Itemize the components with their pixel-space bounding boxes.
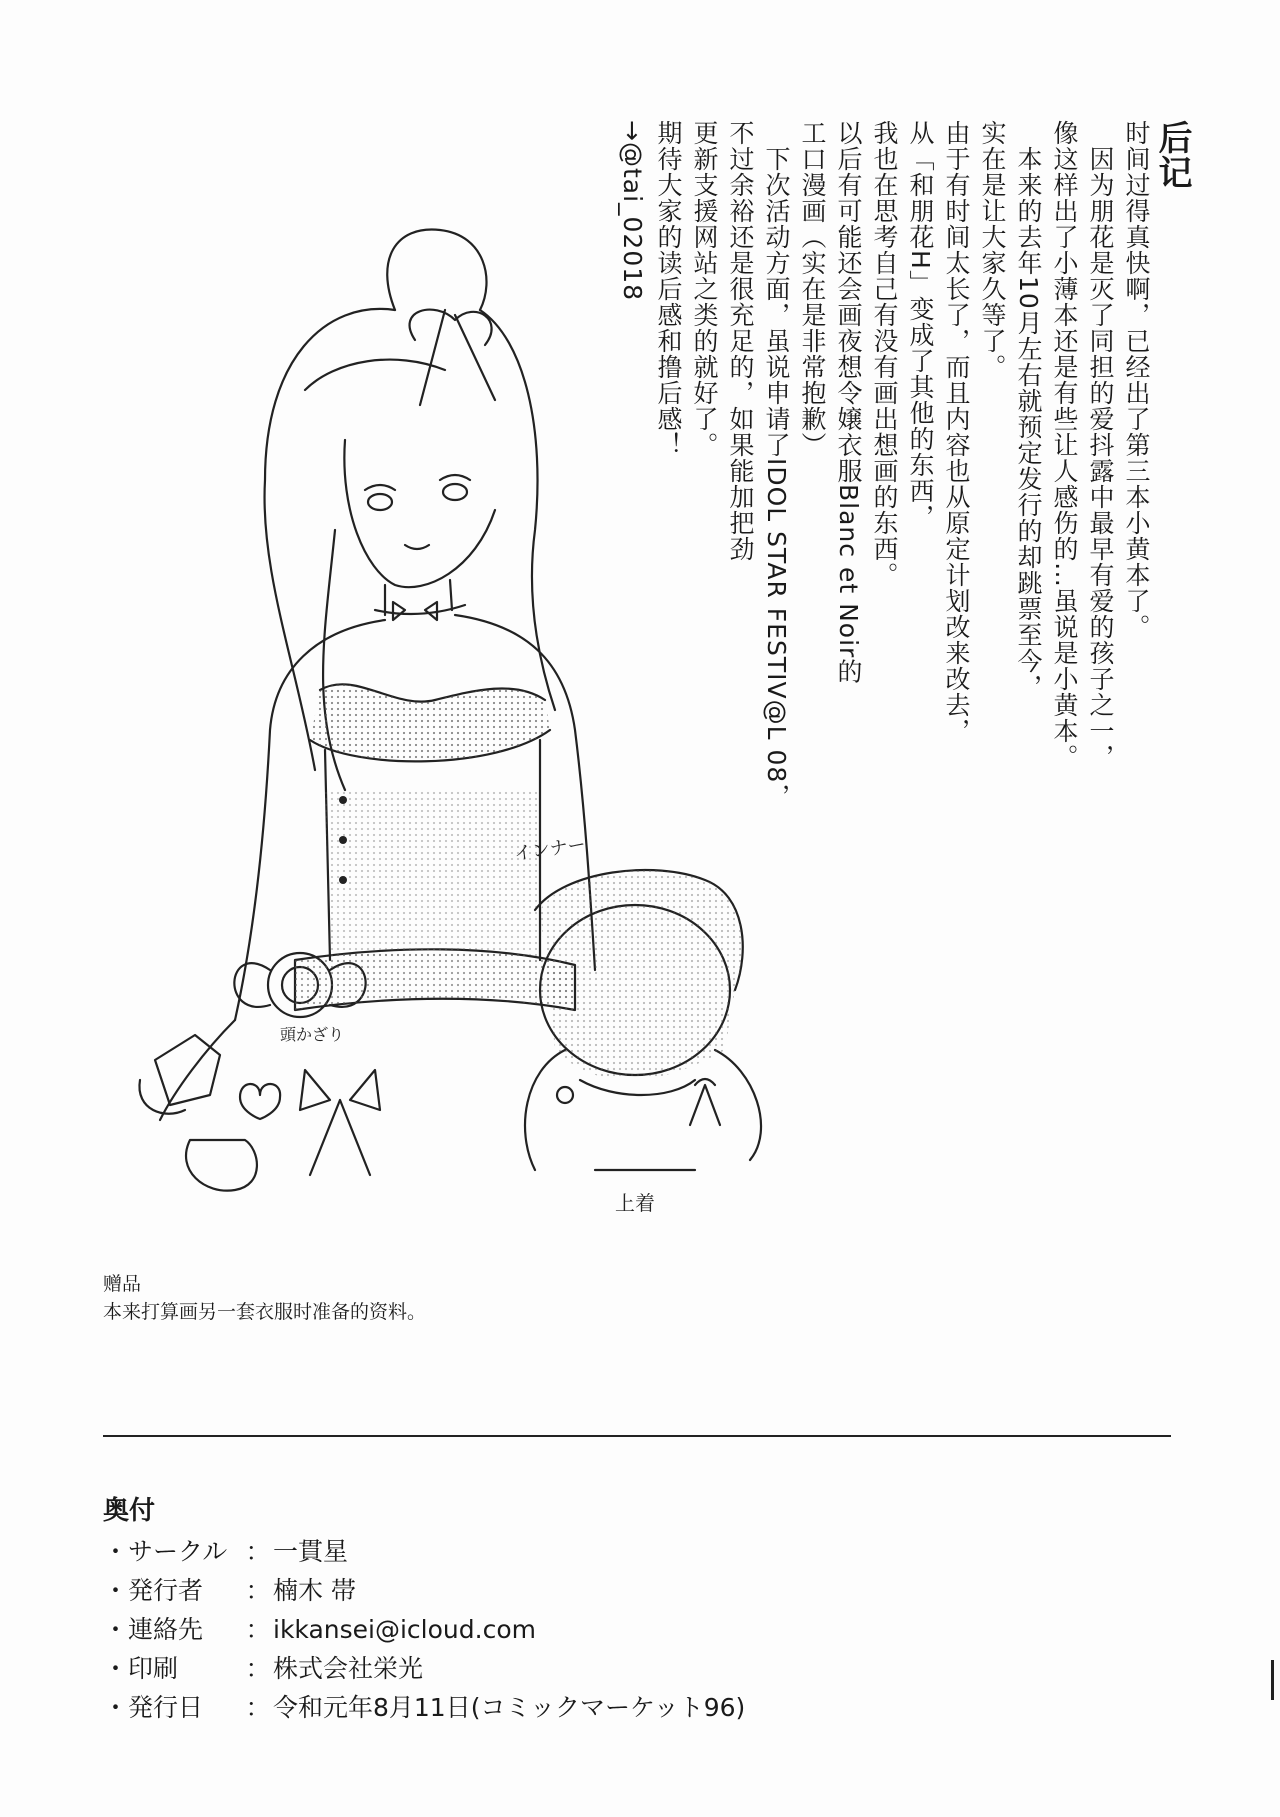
afterword-line: 由于有时间太长了，而且内容也从原定计划改来改去， (942, 120, 971, 744)
colophon-label: ・連絡先 (103, 1615, 204, 1644)
colophon-label: ・サークル (103, 1537, 228, 1566)
divider (103, 1435, 1171, 1437)
colophon-separator: ： (245, 1693, 271, 1722)
colophon-separator: ： (245, 1615, 271, 1644)
colophon-separator: ： (245, 1537, 271, 1566)
afterword-line: 我也在思考自己有没有画出想画的东西。 (870, 120, 899, 588)
colophon-value: 一貫星 (273, 1537, 349, 1566)
sketch-note-inner: インナー (512, 834, 587, 865)
colophon-row-contact (103, 1611, 745, 1650)
page-edge-mark (1263, 1660, 1274, 1700)
afterword-line: 以后有可能还会画夜想令嬢衣服Blanc et Noir的 (834, 120, 863, 685)
contact-email: ikkansei@icloud.com (273, 1615, 536, 1644)
gift-caption (103, 1270, 426, 1326)
twitter-handle: →@tai_02018 (618, 120, 647, 302)
colophon-value: 株式会社栄光 (273, 1654, 424, 1683)
afterword-line: 不过余裕还是很充足的，如果能加把劲 (726, 120, 755, 562)
sketch-note-head-ornament: 頭かざり (280, 1025, 345, 1044)
gift-text: 本来打算画另一套衣服时准备的资料。 (103, 1301, 427, 1323)
colophon-row-circle (103, 1533, 745, 1572)
colophon-value: 令和元年8月11日(コミックマーケット96) (273, 1693, 746, 1722)
colophon-separator: ： (245, 1576, 271, 1605)
colophon-label: ・発行者 (103, 1576, 204, 1605)
colophon-title: 奥付 (103, 1496, 156, 1526)
afterword-line: 本来的去年10月左右就预定发行的却跳票至今， (1014, 146, 1043, 700)
afterword-line: 从「和朋花H」变成了其他的东西， (906, 120, 935, 530)
afterword-line: 期待大家的读后感和撸后感！ (654, 120, 683, 458)
colophon-label: ・印刷 (103, 1654, 179, 1683)
character-sketch (95, 10, 815, 1270)
afterword-line: 下次活动方面，虽说申请了IDOL STAR FESTIV@L 08， (762, 146, 791, 810)
colophon-value: 楠木 帯 (273, 1576, 356, 1605)
afterword-line: 更新支援网站之类的就好了。 (690, 120, 719, 458)
afterword-line: 工口漫画（实在是非常抱歉） (798, 120, 827, 458)
afterword-line: 因为朋花是灭了同担的爱抖露中最早有爱的孩子之一， (1086, 146, 1115, 770)
gift-title: 赠品 (103, 1273, 142, 1295)
colophon (103, 1490, 745, 1728)
colophon-row-publisher (103, 1572, 745, 1611)
colophon-row-printer (103, 1650, 745, 1689)
afterword-line: 时间过得真快啊，已经出了第三本小黄本了。 (1122, 120, 1151, 640)
colophon-row-date (103, 1689, 745, 1728)
afterword-title: 后记 (1152, 120, 1192, 190)
sketch-note-jacket: 上着 (615, 1191, 655, 1215)
colophon-separator: ： (245, 1654, 271, 1683)
colophon-label: ・発行日 (103, 1693, 204, 1722)
afterword-line: 实在是让大家久等了。 (978, 120, 1007, 380)
afterword-line: 像这样出了小薄本还是有些让人感伤的…虽说是小黄本。 (1050, 120, 1079, 770)
